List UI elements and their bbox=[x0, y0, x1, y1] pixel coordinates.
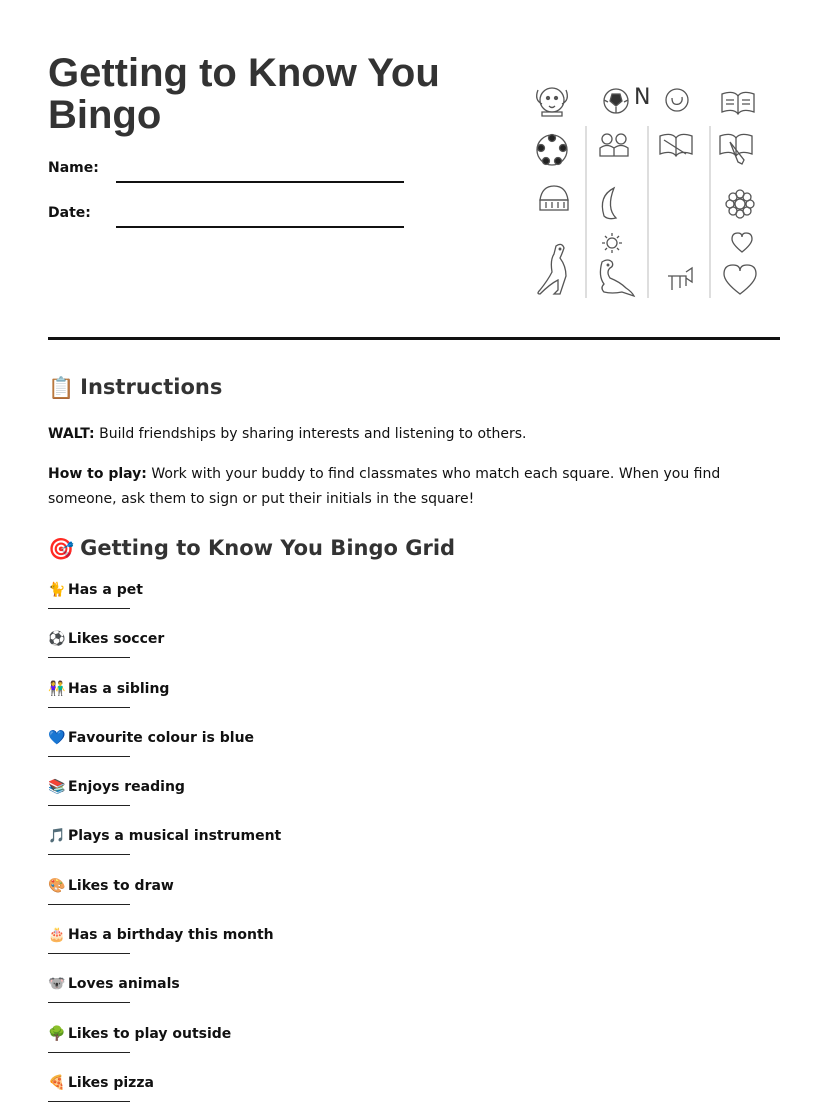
bingo-item bbox=[48, 726, 780, 775]
signature-line[interactable] bbox=[48, 608, 130, 609]
kangaroo-icon bbox=[538, 244, 566, 294]
sun-icon bbox=[602, 233, 622, 253]
item-label: Has a pet bbox=[68, 582, 143, 598]
book-pencil-icon bbox=[720, 134, 752, 164]
books-icon: 📚 bbox=[48, 779, 66, 796]
signature-line[interactable] bbox=[48, 1052, 130, 1053]
large-heart-icon bbox=[724, 265, 756, 294]
item-label: Enjoys reading bbox=[68, 779, 185, 796]
worksheet-page bbox=[48, 0, 780, 1118]
basket-icon bbox=[540, 186, 568, 210]
children-icon bbox=[600, 134, 628, 156]
how-to-play-paragraph bbox=[48, 462, 778, 512]
item-label: Likes pizza bbox=[68, 1074, 154, 1091]
bingo-item bbox=[48, 824, 780, 873]
circle-arrow-icon bbox=[666, 89, 688, 111]
bingo-item bbox=[48, 874, 780, 923]
book-icon bbox=[722, 92, 754, 114]
bingo-item bbox=[48, 1071, 780, 1118]
trumpet-icon bbox=[668, 268, 692, 290]
how-to-play-text: Work with your buddy to find classmates who match each square. When you find someone, ask them to sign or put their initials in the square! bbox=[48, 466, 721, 507]
music-note-icon: 🎵 bbox=[48, 828, 66, 845]
dinosaur-icon bbox=[600, 260, 634, 296]
item-label: Likes to play outside bbox=[68, 1025, 232, 1042]
walt-label: WALT: bbox=[48, 426, 95, 442]
item-label: Likes to draw bbox=[68, 877, 174, 894]
small-heart-icon bbox=[732, 233, 752, 252]
moon-icon bbox=[602, 188, 616, 219]
walt-paragraph bbox=[48, 422, 778, 447]
clipboard-icon: 📋 bbox=[48, 375, 75, 400]
signature-line[interactable] bbox=[48, 1101, 130, 1102]
item-label: Loves animals bbox=[68, 976, 180, 993]
signature-line[interactable] bbox=[48, 657, 130, 658]
pizza-icon: 🍕 bbox=[48, 1074, 66, 1091]
bingo-grid-heading: 🎯 Getting to Know You Bingo Grid bbox=[48, 536, 456, 561]
signature-line[interactable] bbox=[48, 756, 130, 757]
open-book-icon bbox=[660, 134, 692, 156]
date-field[interactable] bbox=[116, 226, 404, 228]
item-label: Plays a musical instrument bbox=[68, 828, 282, 845]
name-label: Name: bbox=[48, 160, 99, 176]
date-label: Date: bbox=[48, 205, 91, 221]
bingo-items-list bbox=[48, 578, 780, 1118]
bingo-item bbox=[48, 578, 780, 627]
bingo-item bbox=[48, 972, 780, 1021]
walt-text: Build friendships by sharing interests and listening to others. bbox=[94, 426, 527, 442]
birthday-cake-icon: 🎂 bbox=[48, 927, 66, 944]
signature-line[interactable] bbox=[48, 953, 130, 954]
instructions-heading: 📋 Instructions bbox=[48, 375, 223, 400]
signature-line[interactable] bbox=[48, 1002, 130, 1003]
how-to-play-label: How to play: bbox=[48, 466, 147, 482]
signature-line[interactable] bbox=[48, 854, 130, 855]
koala-icon: 🐨 bbox=[48, 976, 66, 993]
item-label: Likes soccer bbox=[68, 631, 165, 648]
tree-icon: 🌳 bbox=[48, 1025, 66, 1042]
name-field[interactable] bbox=[116, 181, 404, 183]
bingo-item bbox=[48, 677, 780, 726]
item-label: Favourite colour is blue bbox=[68, 729, 255, 746]
bingo-item bbox=[48, 775, 780, 824]
signature-line[interactable] bbox=[48, 805, 130, 806]
blue-heart-icon: 💙 bbox=[48, 729, 66, 746]
dog-icon bbox=[537, 88, 568, 116]
item-label: Has a birthday this month bbox=[68, 927, 274, 944]
soccer-ball-icon bbox=[604, 89, 628, 113]
signature-line[interactable] bbox=[48, 904, 130, 905]
header-divider bbox=[48, 337, 780, 340]
bingo-illustration bbox=[530, 76, 766, 302]
item-label: Has a sibling bbox=[68, 680, 170, 697]
title-line-1: Getting to Know You bbox=[48, 51, 440, 95]
art-letter: N bbox=[634, 85, 651, 110]
title-line-2: Bingo bbox=[48, 93, 162, 137]
soccer-ball-icon: ⚽ bbox=[48, 631, 66, 648]
siblings-icon: 👫 bbox=[48, 680, 66, 697]
signature-line[interactable] bbox=[48, 707, 130, 708]
palette-icon: 🎨 bbox=[48, 877, 66, 894]
cat-icon: 🐈 bbox=[48, 582, 66, 598]
bingo-item bbox=[48, 1022, 780, 1071]
flower-icon bbox=[726, 190, 754, 218]
bingo-item bbox=[48, 627, 780, 676]
bingo-item bbox=[48, 923, 780, 972]
soccer-ball-icon-large bbox=[537, 135, 567, 166]
target-icon: 🎯 bbox=[48, 536, 75, 561]
page-title bbox=[48, 52, 468, 136]
